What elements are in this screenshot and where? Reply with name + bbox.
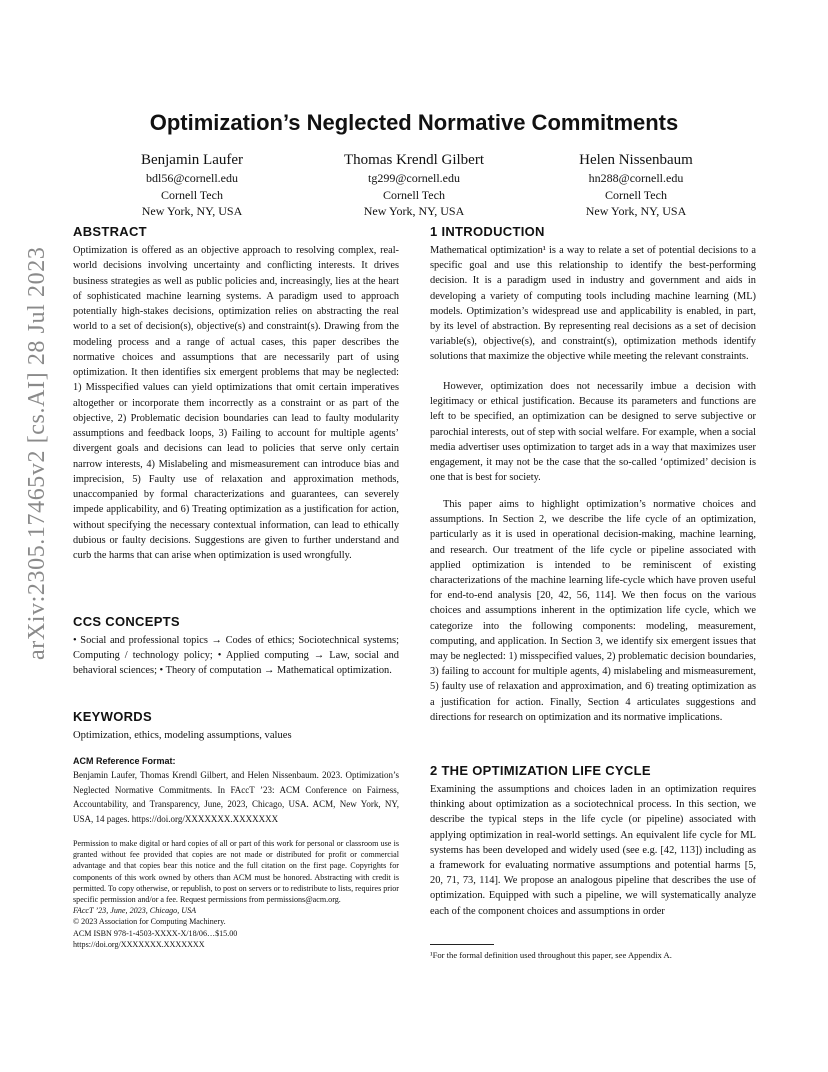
author-email: hn288@cornell.edu — [588, 171, 684, 185]
author-email: tg299@cornell.edu — [367, 171, 461, 185]
acm-ref-text: Benjamin Laufer, Thomas Krendl Gilbert, and Helen Nissenbaum. 2023. Optimization’s Neglected Normative Commitments. In FAccT ’23: ACM Conference on Fairness, Accountability, and Transparency, June, 2023, Chicago, USA. ACM, New York, NY, USA, 14 pages. https://doi.org/XXXXXXX.XXXXXXX — [73, 770, 399, 824]
keywords-heading: KEYWORDS — [73, 709, 152, 724]
author-3 — [526, 150, 746, 220]
intro-p1: Mathematical optimization¹ is a way to relate a set of potential decisions to a specific goal and use this relationship to identify the best-performing decision. It is a paradigm used in industry and government and aids in developing a variety of computing tools including machine learning (ML) models. Optimization’s widespread use and applicability is enabled, in part, by its level of abstraction. By representing real decisions as a set of decision variable(s), objective(s), and constraint(s), optimization methods identify solutions that maximize the objective while meeting the relevant constraints. — [430, 245, 756, 363]
abstract-text: Optimization is offered as an objective approach to resolving complex, real-world decisions involving uncertainty and conflicting interests. It drives business strategies as well as public policies and, increasingly, lies at the heart of sophisticated machine learning systems. A paradigm used to approach potentially high-stakes decisions, optimization relies on abstracting the real world to a set of decision(s), objective(s) and constraint(s). Drawing from the modeling process and a range of actual cases, this paper describes the normative choices and assumptions that are necessarily part of using optimization. It then identifies six emergent problems that may be neglected: 1) Misspecified values can yield optimizations that omit certain imperatives altogether or incorporate them incorrectly as a constraint or as part of the objective, 2) Problematic decision boundaries can lead to faulty modularity assumptions and feedback loops, 3) Failing to account for multiple agents’ divergent goals and decisions can lead to policies that serve only certain narrow interests, 4) Mislabeling and mismeasurement can introduce bias and imprecision, 5) Faulty use of relaxation and approximation methods, unaccompanied by formal characterizations and guarantees, can severely impede applicability, and 6) Treating optimization as a justification for action, without specifying the necessary contextual information, can lead to ethically dubious or faulty decisions. Suggestions are given to further understand and curb the harms that can arise when optimization is used wrongfully. — [73, 245, 399, 561]
author-affiliation: Cornell Tech — [161, 187, 223, 202]
keywords-text: Optimization, ethics, modeling assumptions, values — [73, 730, 292, 741]
intro-p2: However, optimization does not necessarily imbue a decision with legitimacy or ethical justification. Because its parameters and functions are left to be specified, an optimization can be designed to serve subjective or parochial interests, out of step with social welfare. For example, when a social media advertiser uses optimization to target ads in a way that maximizes user engagement, it may not be the case that the so-called ‘optimized’ decision is one that is best for society. — [430, 381, 756, 484]
paper-title: Optimization’s Neglected Normative Commitments — [149, 110, 679, 135]
author-1 — [82, 150, 302, 220]
ccs-heading: CCS CONCEPTS — [73, 614, 180, 629]
section2-heading: 2 THE OPTIMIZATION LIFE CYCLE — [430, 763, 651, 778]
permission-block — [73, 838, 399, 950]
author-email: bdl56@cornell.edu — [145, 171, 239, 185]
author-name: Benjamin Laufer — [140, 152, 244, 168]
arxiv-stamp: arXiv:2305.17465v2 [cs.AI] 28 Jul 2023 — [24, 246, 50, 660]
author-affiliation: Cornell Tech — [605, 187, 667, 202]
author-name: Thomas Krendl Gilbert — [344, 152, 484, 168]
isbn-line: ACM ISBN 978-1-4503-XXXX-X/18/06…$15.00 — [73, 928, 238, 938]
doi-line: https://doi.org/XXXXXXX.XXXXXXX — [73, 939, 205, 949]
footnote: ¹For the formal definition used throughout this paper, see Appendix A. — [430, 950, 672, 960]
author-location: New York, NY, USA — [141, 204, 243, 218]
permission-text: Permission to make digital or hard copies of all or part of this work for personal or classroom use is granted without fee provided that copies are not made or distributed for profit or commercial advantage and that copies bear this notice and the full citation on the first page. Copyrights for components of this work owned by others than ACM must be honored. Abstracting with credit is permitted. To copy otherwise, or republish, to post on servers or to redistribute to lists, requires prior specific permission and/or a fee. Request permissions from permissions@acm.org. — [73, 839, 399, 905]
author-location: New York, NY, USA — [363, 204, 465, 218]
intro-heading: 1 INTRODUCTION — [430, 224, 545, 239]
acm-ref-heading: ACM Reference Format: — [73, 756, 176, 766]
copyright-line: © 2023 Association for Computing Machinery. — [73, 917, 226, 927]
author-location: New York, NY, USA — [585, 204, 687, 218]
venue-line: FAccT ’23, June, 2023, Chicago, USA — [73, 906, 197, 916]
author-name: Helen Nissenbaum — [579, 152, 693, 168]
footnote-rule — [430, 944, 494, 945]
abstract-heading: ABSTRACT — [73, 224, 147, 239]
intro-p3: This paper aims to highlight optimization’s normative choices and assumptions. In Section 2, we describe the life cycle of an optimization, particularly as it is used in operational decision-making, machine learning, and research. Our treatment of the life cycle or pipeline associated with applied optimization is intended to be reminiscent of existing characterizations of the machine learning life-cycle which have proven useful for end-to-end analysis [20, 42, 56, 114]. We then focus on the various choices and assumptions inherent in the optimization life cycle, which we categorize into the following components: modeling, measurement, computing, and application. In Section 3, we identify six emergent issues that may be neglected: 1) misspecified values, 2) problematic decision boundaries, 3) failing to account for multiple agents, 4) mislabeling and mismeasurement, 5) faulty use of relaxation and approximation, and 6) treating optimization as a justification for action. Finally, Section 4 articulates suggestions and directions for research on optimization and its normative implications. — [430, 499, 756, 723]
author-2 — [304, 150, 524, 220]
section2-p1: Examining the assumptions and choices laden in an optimization requires thinking about optimization as a sociotechnical process. In this section, we describe the typical steps in the life cycle (or pipeline) associated with applying optimization in real-world settings. An equivalent life cycle for ML systems has been developed and widely used (see e.g. [42, 113]) including as a framework for evaluating normative assumptions and potential harms [5, 20, 71, 73, 114]. We propose an analogous pipeline that describes the use of optimization. Equipped with such a pipeline, we will systematically analyze each of the component choices and assumptions in order — [430, 784, 756, 917]
author-affiliation: Cornell Tech — [383, 187, 445, 202]
ccs-text: • Social and professional topics → Codes of ethics; Sociotechnical systems; Computing / technology policy; • Applied computing → Law, social and behavioral sciences; • Theory of computation → Mathematical optimization. — [73, 635, 399, 677]
